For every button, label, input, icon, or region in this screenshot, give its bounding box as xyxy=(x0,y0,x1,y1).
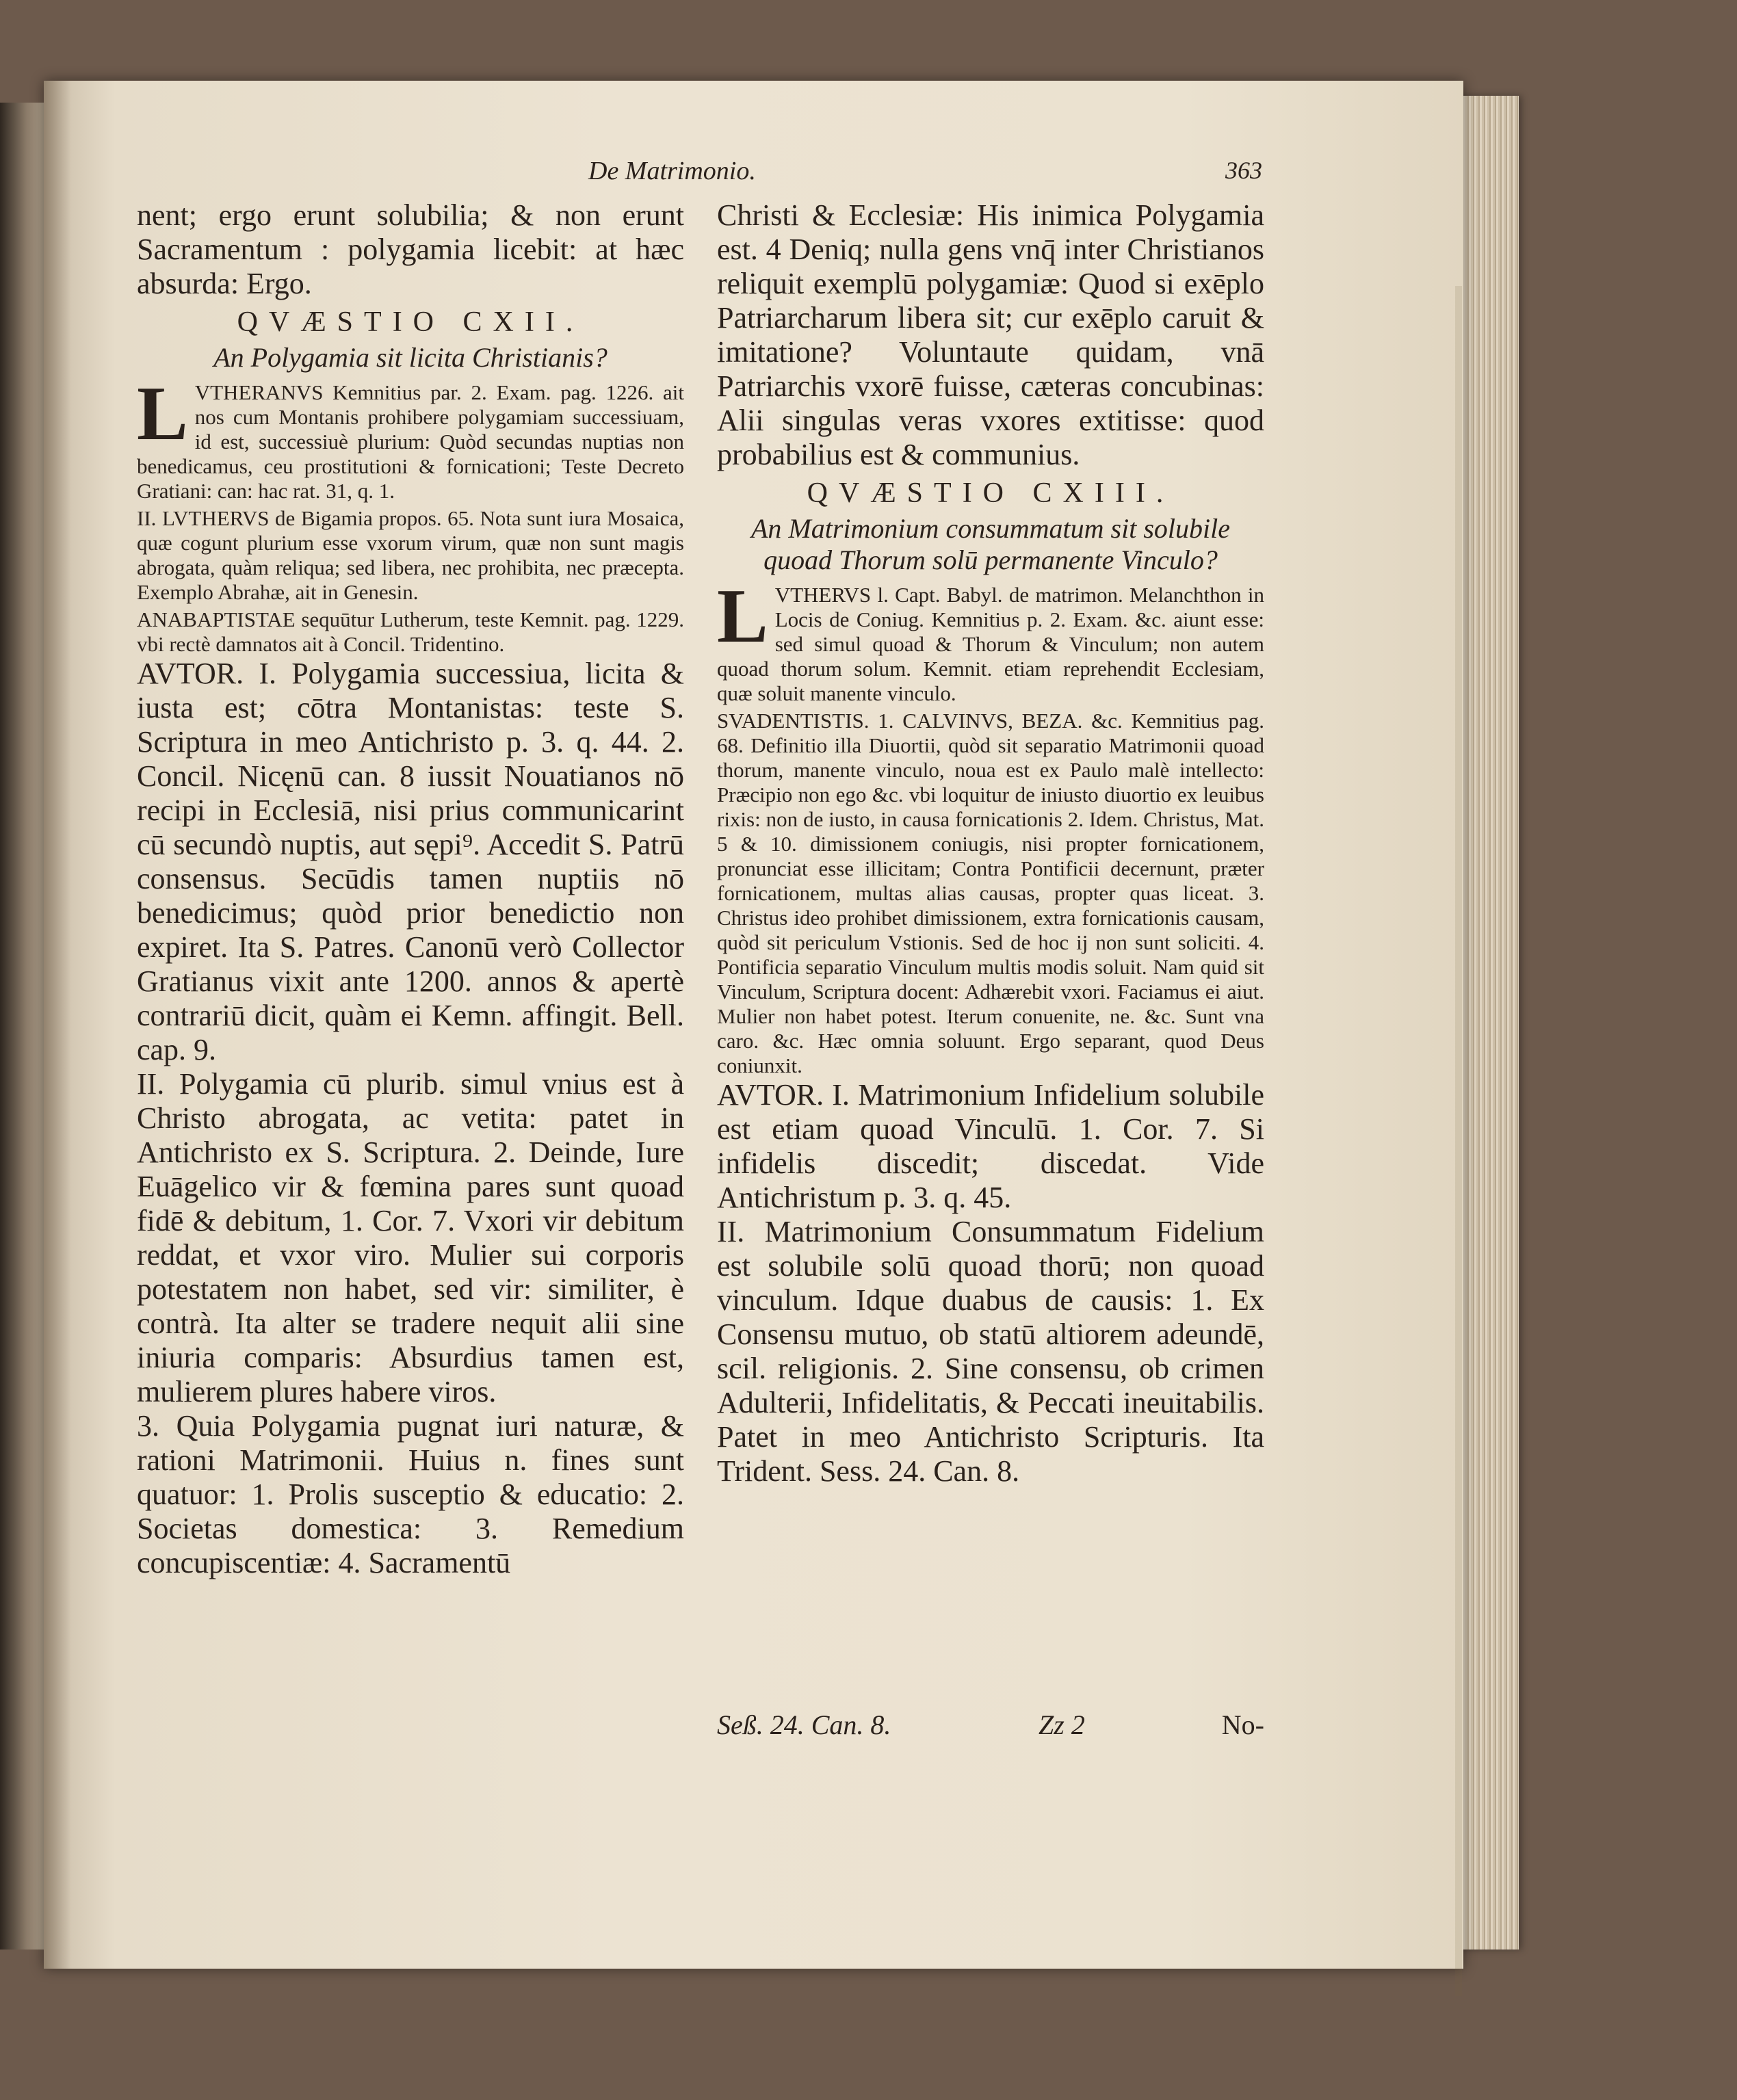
catchword: No- xyxy=(1221,1709,1264,1740)
paragraph-ii: II. Matrimonium Consummatum Fidelium est solubile solū quoad thorū; non quoad vinculum. Idque duabus de causis: 1. Ex Consensu mutuo, ob statū altiorem adeundē, scil. religionis. 2. Sine consensu, ob crimen Adulterii, Infidelitatis, & Peccati ineuitabilis. Patet in meo Antichristo Scripturis. Ita Trident. Sess. 24. Can. 8. xyxy=(717,1215,1264,1488)
page-number: 363 xyxy=(1225,157,1262,184)
running-head xyxy=(137,156,1262,189)
question-title: An Polygamia sit licita Christianis? xyxy=(213,342,608,373)
paragraph-lutherus: II. LVTHERVS de Bigamia propos. 65. Nota sunt iura Mosaica, quæ cogunt plurium esse vxorum virum, quæ non sunt magis abrogata, quàm reliqua; sed libera, nec prohibita, nec præcepta. Exemplo Abrahæ, ait in Genesin. xyxy=(137,506,684,604)
footer-citation: Seß. 24. Can. 8. xyxy=(717,1709,891,1740)
left-column xyxy=(137,198,684,1580)
question-heading: QVÆSTIO CXIII. xyxy=(807,477,1175,509)
question-heading: QVÆSTIO CXII. xyxy=(237,306,584,338)
running-title: De Matrimonio. xyxy=(588,157,756,185)
paragraph-lutheranus: VTHERANVS Kemnitius par. 2. Exam. pag. 1226. ait nos cum Montanis prohibere polygamiam successiuam, id est, successiuè plurium: Quòd secundas nuptias non benedicamus, ceu prostitutioni & fornicationi; Teste Decreto Gratiani: can: hac rat. 31, q. 1. xyxy=(137,380,684,503)
drop-cap: L xyxy=(717,574,768,659)
page-footer xyxy=(717,1709,1264,1743)
page-edge-stain xyxy=(1455,286,1462,1996)
question-title: An Matrimonium consummatum sit solubile quoad Thorum solū permanente Vinculo? xyxy=(751,513,1230,575)
paragraph-anabaptistae: ANABAPTISTAE sequūtur Lutherum, teste Kemnit. pag. 1229. vbi rectè damnatos ait à Concil. Tridentino. xyxy=(137,607,684,656)
paragraph-svadentistis: SVADENTISTIS. 1. CALVINVS, BEZA. &c. Kemnitius pag. 68. Definitio illa Diuortii, quòd sit separatio Matrimonii quoad thorum, manente vinculo, noua est ex Paulo malè intellecto: Præcipio non ego &c. vbi loquitur de iniusto diuortio ex leuibus rixis: non de iusto, in causa fornicationis 2. Idem. Christus, Mat. 5 & 10. dimissionem coniugis, nisi propter fornicationem, pronunciat esse illicitam; Contra Pontificii decernunt, præter fornicationem, multas alias causas, propter quas liceat. 3. Christus ideo prohibet dimissionem, extra fornicationis causam, quòd sit periculum Vstionis. Sed de hoc ij non sunt soliciti. 4. Pontificia separatio Vinculum multis modis soluit. Nam quid sit Vinculum, Scriptura docent: Adhærebit vxori. Faciamus ei aiut. Mulier non habet potest. Iterum conuenite, ne. &c. Sunt vna caro. &c. Hæc omnia soluunt. Ergo separant, quod Deus coniunxit. xyxy=(717,709,1264,1077)
gutter-shadow xyxy=(44,81,71,1969)
paragraph-lutherus: VTHERVS l. Capt. Babyl. de matrimon. Melanchthon in Locis de Coniug. Kemnitius p. 2. Exam. &c. aiunt esse: sed simul quoad & Thorum & Vinculum; non autem quoad thorum solum. Kemnit. etiam reprehendit Ecclesiam, quæ soluit manente vinculo. xyxy=(717,583,1264,705)
carry-over-text: nent; ergo erunt solubilia; & non erunt Sacramentum : polygamia licebit: at hæc absurda: Ergo. xyxy=(137,198,684,300)
right-column xyxy=(717,198,1264,1488)
facing-page-edge xyxy=(0,103,48,1950)
paragraph-3: 3. Quia Polygamia pugnat iuri naturæ, & rationi Matrimonii. Huius n. fines sunt quatuor: 1. Prolis susceptio & educatio: 2. Societas domestica: 3. Remedium concupiscentiæ: 4. Sacramentū xyxy=(137,1409,684,1579)
paragraph-avtor: AVTOR. I. Polygamia successiua, licita & iusta est; cōtra Montanistas: teste S. Scriptura in meo Antichristo p. 3. q. 44. 2. Concil. Nicęnū can. 8 iussit Nouatianos nō recipi in Ecclesiā, nisi prius communicarint cū secundò nuptis, aut sępi⁹. Accedit S. Patrū consensus. Secūdis tamen nuptiis nō benedicimus; quòd prior benedictio non expiret. Ita S. Patres. Canonū verò Collector Gratianus vixit ante 1200. annos & apertè contrariū dicit, quàm ei Kemn. affingit. Bell. cap. 9. xyxy=(137,657,684,1066)
paragraph-ii: II. Polygamia cū plurib. simul vnius est à Christo abrogata, ac vetita: patet in Antichristo ex S. Scriptura. 2. Deinde, Iure Euāgelico vir & fœmina pares sunt quoad fidē & debitum, 1. Cor. 7. Vxori vir debitum reddat, et vxor viro. Mulier sui corporis potestatem non habet, sed vir: similiter, è contrà. Ita alter se tradere nequit alii sine iniuria comparis: Absurdius tamen est, mulierem plures habere viros. xyxy=(137,1067,684,1408)
paragraph-avtor: AVTOR. I. Matrimonium Infidelium solubile est etiam quoad Vinculū. 1. Cor. 7. Si infidelis discedit; discedat. Vide Antichristum p. 3. q. 45. xyxy=(717,1078,1264,1214)
signature-mark: Zz 2 xyxy=(1039,1709,1085,1740)
carry-over-text: Christi & Ecclesiæ: His inimica Polygamia est. 4 Deniq; nulla gens vnq̄ inter Christianos reliquit exemplū polygamiæ: Quod si exēplo Patriarcharum libera sit; cur exēplo caruit & imitatione? Voluntaute quidam, vnā Patriarchis vxorē fuisse, cæteras concubinas: Alii singulas veras vxores extitisse: quod probabilius est & communius. xyxy=(717,198,1264,471)
drop-cap: L xyxy=(137,371,188,456)
